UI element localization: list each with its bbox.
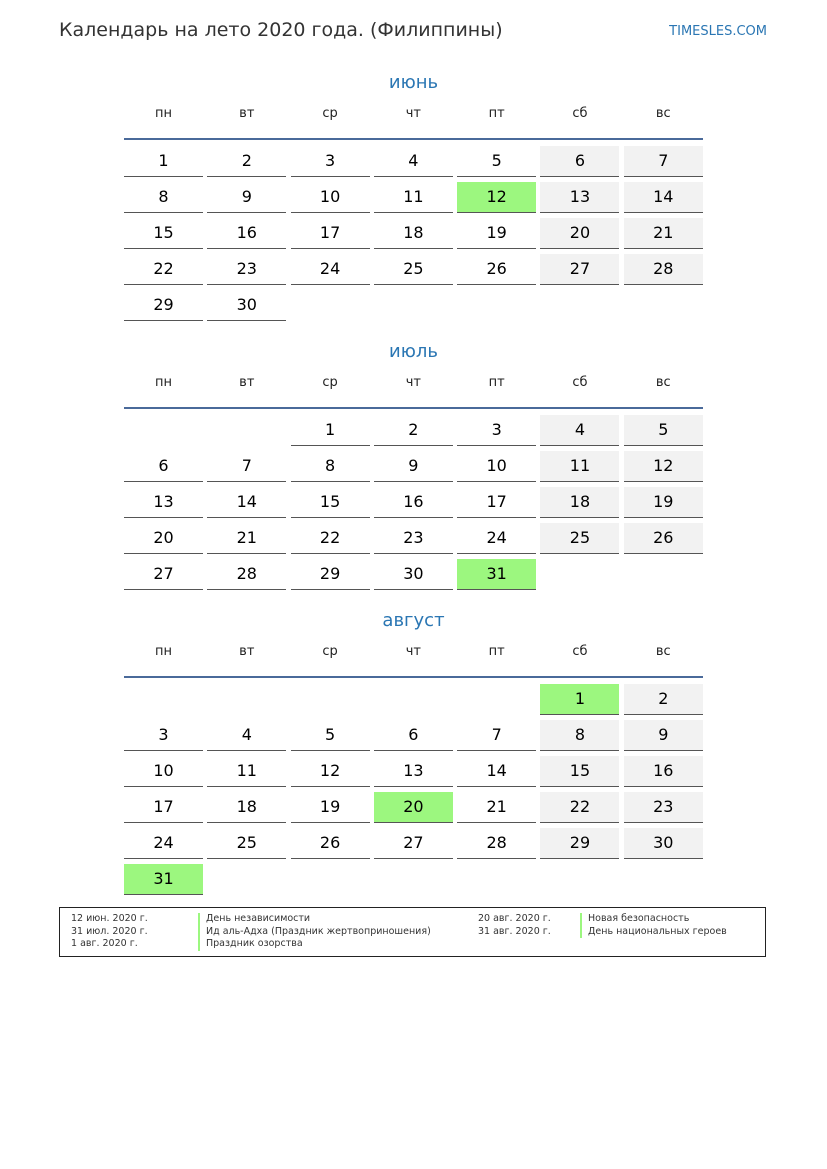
day-cell[interactable]: 13 <box>374 756 453 787</box>
day-cell[interactable]: 14 <box>624 182 703 213</box>
legend-date: 12 июн. 2020 г. <box>71 913 148 924</box>
day-cell[interactable]: 3 <box>291 146 370 177</box>
weekday-label: пт <box>488 644 505 659</box>
holiday-legend <box>59 907 766 957</box>
day-cell[interactable]: 20 <box>540 218 619 249</box>
day-cell[interactable]: 4 <box>374 146 453 177</box>
day-cell[interactable]: 11 <box>207 756 286 787</box>
legend-names-left <box>198 913 431 951</box>
header-divider <box>124 138 703 140</box>
day-cell[interactable]: 18 <box>207 792 286 823</box>
day-cell[interactable]: 7 <box>457 720 536 751</box>
weekday-label: пн <box>155 644 172 659</box>
day-cell[interactable]: 6 <box>374 720 453 751</box>
legend-date: 31 авг. 2020 г. <box>478 925 551 937</box>
month-july <box>124 339 703 590</box>
day-cell[interactable]: 9 <box>207 182 286 213</box>
weekday-label: ср <box>322 644 338 659</box>
weekday-header <box>124 373 703 403</box>
weekday-label: сб <box>572 375 588 390</box>
day-grid <box>124 415 703 590</box>
weekday-label: вт <box>239 106 255 121</box>
day-cell[interactable]: 4 <box>540 415 619 446</box>
day-cell[interactable]: 16 <box>207 218 286 249</box>
day-cell[interactable]: 10 <box>291 182 370 213</box>
day-cell[interactable]: 3 <box>124 720 203 751</box>
legend-names-right <box>580 913 727 938</box>
day-cell[interactable]: 23 <box>207 254 286 285</box>
empty-day-cell <box>374 684 453 715</box>
empty-day-cell <box>540 864 619 895</box>
day-cell[interactable]: 8 <box>124 182 203 213</box>
day-cell[interactable]: 9 <box>374 451 453 482</box>
empty-day-cell <box>291 864 370 895</box>
header-divider <box>124 676 703 678</box>
day-cell[interactable]: 20 <box>124 523 203 554</box>
day-cell[interactable]: 7 <box>207 451 286 482</box>
day-cell[interactable]: 1 <box>124 146 203 177</box>
legend-holiday-name: День национальных героев <box>588 925 727 937</box>
weekday-label: вс <box>655 644 671 659</box>
day-cell[interactable]: 5 <box>457 146 536 177</box>
legend-holiday-name: Ид аль-Адха (Праздник жертвоприношения) <box>206 925 431 937</box>
day-cell[interactable]: 11 <box>540 451 619 482</box>
day-cell[interactable]: 15 <box>291 487 370 518</box>
empty-day-cell <box>291 290 370 321</box>
empty-day-cell <box>624 864 703 895</box>
legend-dates-right <box>478 913 551 938</box>
site-link[interactable]: TIMESLES.COM <box>669 24 767 39</box>
legend-holiday-name: День независимости <box>206 913 311 924</box>
empty-day-cell <box>207 864 286 895</box>
day-cell[interactable]: 4 <box>207 720 286 751</box>
legend-date: 20 авг. 2020 г. <box>478 913 551 924</box>
day-cell[interactable]: 24 <box>457 523 536 554</box>
legend-holiday-name: Новая безопасность <box>588 913 690 924</box>
day-cell[interactable]: 2 <box>207 146 286 177</box>
day-cell[interactable]: 25 <box>374 254 453 285</box>
weekday-header <box>124 642 703 672</box>
weekday-label: ср <box>322 375 338 390</box>
day-cell[interactable]: 18 <box>540 487 619 518</box>
day-cell[interactable]: 14 <box>457 756 536 787</box>
day-cell[interactable]: 2 <box>624 684 703 715</box>
day-cell[interactable]: 22 <box>124 254 203 285</box>
day-cell[interactable]: 5 <box>624 415 703 446</box>
day-cell[interactable]: 7 <box>624 146 703 177</box>
day-cell[interactable]: 27 <box>124 559 203 590</box>
day-cell[interactable]: 25 <box>207 828 286 859</box>
day-cell[interactable]: 14 <box>207 487 286 518</box>
day-cell[interactable]: 24 <box>124 828 203 859</box>
empty-day-cell <box>624 290 703 321</box>
weekday-label: вс <box>655 106 671 121</box>
day-cell[interactable]: 22 <box>291 523 370 554</box>
day-cell[interactable]: 25 <box>540 523 619 554</box>
month-name: июль <box>389 341 438 362</box>
month-name: август <box>382 610 445 631</box>
day-cell[interactable]: 13 <box>124 487 203 518</box>
day-cell[interactable]: 19 <box>457 218 536 249</box>
day-cell[interactable]: 30 <box>207 290 286 321</box>
day-cell[interactable]: 31 <box>124 864 203 895</box>
weekday-label: пн <box>155 375 172 390</box>
day-cell[interactable]: 16 <box>624 756 703 787</box>
weekday-header <box>124 104 703 134</box>
empty-day-cell <box>374 290 453 321</box>
day-cell[interactable]: 24 <box>291 254 370 285</box>
day-cell[interactable]: 6 <box>124 451 203 482</box>
day-cell[interactable]: 28 <box>457 828 536 859</box>
weekday-label: вс <box>655 375 671 390</box>
legend-date: 31 июл. 2020 г. <box>71 925 148 937</box>
day-cell[interactable]: 28 <box>624 254 703 285</box>
day-cell[interactable]: 29 <box>540 828 619 859</box>
day-cell[interactable]: 30 <box>374 559 453 590</box>
empty-day-cell <box>207 415 286 446</box>
empty-day-cell <box>291 684 370 715</box>
day-cell[interactable]: 29 <box>124 290 203 321</box>
legend-date: 1 авг. 2020 г. <box>71 938 138 949</box>
day-cell[interactable]: 20 <box>374 792 453 823</box>
day-grid <box>124 684 703 895</box>
day-cell[interactable]: 22 <box>540 792 619 823</box>
weekday-label: сб <box>572 106 588 121</box>
day-cell[interactable]: 8 <box>291 451 370 482</box>
legend-holiday-name: Праздник озорства <box>206 938 303 949</box>
day-cell[interactable]: 27 <box>374 828 453 859</box>
day-cell[interactable]: 29 <box>291 559 370 590</box>
day-cell[interactable]: 18 <box>374 218 453 249</box>
day-cell[interactable]: 21 <box>457 792 536 823</box>
empty-day-cell <box>624 559 703 590</box>
day-cell[interactable]: 26 <box>291 828 370 859</box>
empty-day-cell <box>540 290 619 321</box>
day-cell[interactable]: 23 <box>624 792 703 823</box>
day-cell[interactable]: 12 <box>457 182 536 213</box>
page-title: Календарь на лето 2020 года. (Филиппины) <box>59 19 503 41</box>
header-divider <box>124 407 703 409</box>
day-cell[interactable]: 19 <box>291 792 370 823</box>
day-cell[interactable]: 30 <box>624 828 703 859</box>
weekday-label: вт <box>239 375 255 390</box>
empty-day-cell <box>207 684 286 715</box>
day-cell[interactable]: 13 <box>540 182 619 213</box>
legend-dates-left <box>71 913 148 951</box>
empty-day-cell <box>374 864 453 895</box>
weekday-label: сб <box>572 644 588 659</box>
day-cell[interactable]: 12 <box>291 756 370 787</box>
day-cell[interactable]: 17 <box>291 218 370 249</box>
day-cell[interactable]: 1 <box>291 415 370 446</box>
weekday-label: пн <box>155 106 172 121</box>
empty-day-cell <box>124 415 203 446</box>
day-cell[interactable]: 17 <box>457 487 536 518</box>
weekday-label: ср <box>322 106 338 121</box>
day-cell[interactable]: 31 <box>457 559 536 590</box>
day-cell[interactable]: 21 <box>207 523 286 554</box>
empty-day-cell <box>457 290 536 321</box>
day-cell[interactable]: 6 <box>540 146 619 177</box>
day-cell[interactable]: 16 <box>374 487 453 518</box>
day-cell[interactable]: 1 <box>540 684 619 715</box>
day-cell[interactable]: 12 <box>624 451 703 482</box>
day-cell[interactable]: 3 <box>457 415 536 446</box>
day-cell[interactable]: 27 <box>540 254 619 285</box>
empty-day-cell <box>457 684 536 715</box>
weekday-label: пт <box>488 375 505 390</box>
month-august <box>124 608 703 895</box>
day-cell[interactable]: 2 <box>374 415 453 446</box>
day-cell[interactable]: 26 <box>624 523 703 554</box>
day-cell[interactable]: 21 <box>624 218 703 249</box>
empty-day-cell <box>540 559 619 590</box>
day-cell[interactable]: 26 <box>457 254 536 285</box>
day-cell[interactable]: 15 <box>540 756 619 787</box>
empty-day-cell <box>457 864 536 895</box>
day-cell[interactable]: 8 <box>540 720 619 751</box>
day-cell[interactable]: 17 <box>124 792 203 823</box>
day-cell[interactable]: 15 <box>124 218 203 249</box>
day-cell[interactable]: 10 <box>457 451 536 482</box>
weekday-label: чт <box>405 644 422 659</box>
month-name: июнь <box>388 72 439 93</box>
weekday-label: вт <box>239 644 255 659</box>
day-cell[interactable]: 28 <box>207 559 286 590</box>
weekday-label: пт <box>488 106 505 121</box>
day-cell[interactable]: 10 <box>124 756 203 787</box>
day-cell[interactable]: 23 <box>374 523 453 554</box>
empty-day-cell <box>124 684 203 715</box>
weekday-label: чт <box>405 106 422 121</box>
weekday-label: чт <box>405 375 422 390</box>
day-grid <box>124 146 703 321</box>
day-cell[interactable]: 9 <box>624 720 703 751</box>
month-june <box>124 70 703 321</box>
day-cell[interactable]: 5 <box>291 720 370 751</box>
day-cell[interactable]: 19 <box>624 487 703 518</box>
day-cell[interactable]: 11 <box>374 182 453 213</box>
